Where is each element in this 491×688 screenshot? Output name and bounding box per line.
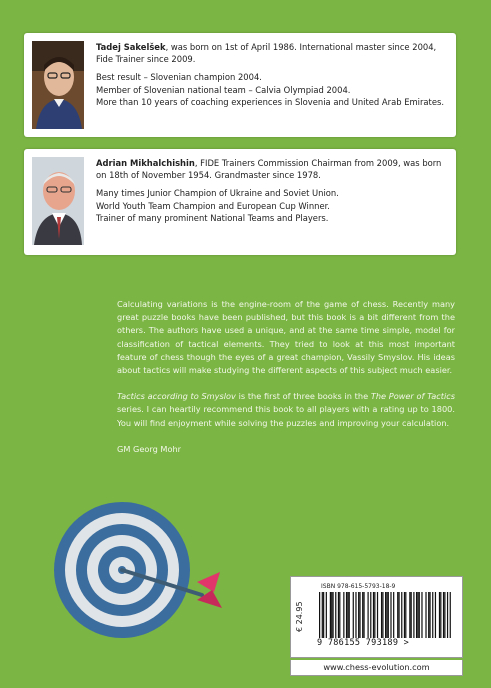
blurb-text: is the first of three books in the — [235, 391, 371, 402]
author-bio-mikhalchishin — [96, 157, 446, 247]
author-intro — [96, 157, 446, 181]
author-details — [96, 187, 446, 224]
blurb-paragraph-2 — [117, 390, 455, 430]
author-card-sakelsek — [24, 33, 456, 137]
author-name: Adrian Mikhalchishin — [96, 158, 195, 168]
author-name: Tadej Sakelšek — [96, 42, 166, 52]
blurb-text: series. I can heartily recommend this book to all players with a rating up to 1800. You will find enjoyment while solving the puzzles and improving your calculation. — [117, 404, 455, 428]
author-photo-sakelsek — [32, 41, 84, 129]
author-detail-line: Many times Junior Champion of Ukraine and Soviet Union. — [96, 188, 339, 199]
author-detail-line: More than 10 years of coaching experiences in Slovenia and United Arab Emirates. — [96, 96, 445, 107]
series-title: The Power of Tactics — [370, 391, 455, 402]
author-detail-line: Trainer of many prominent National Teams and Players. — [96, 212, 329, 223]
author-bio-sakelsek — [96, 41, 446, 129]
barcode-icon — [319, 592, 451, 638]
isbn-label: ISBN 978-615-5793-18-9 — [321, 583, 396, 590]
back-cover-blurb — [117, 298, 455, 469]
publisher-website: www.chess-evolution.com — [290, 660, 463, 676]
author-intro-text: , was born on 1st of April 1986. International master since 2004, Fide Trainer since 2009. — [96, 42, 437, 65]
price-label: € 24.95 — [295, 601, 304, 633]
author-details — [96, 71, 446, 108]
author-intro-text: , FIDE Trainers Commission Chairman from 2009, was born on 18th of November 1954. Grandmaster since 1978. — [96, 158, 442, 181]
isbn-digits: 9 786155 793189 > — [317, 638, 410, 648]
book-title: Tactics according to Smyslov — [117, 391, 236, 402]
author-card-mikhalchishin — [24, 149, 456, 255]
barcode-box — [290, 576, 463, 658]
blurb-signature: GM Georg Mohr — [117, 443, 182, 454]
blurb-paragraph-1: Calculating variations is the engine-room of the game of chess. Recently many great puzzle books have been published, but this book is a bit different from the others. The authors have used a unique, and at the same time simple, model for classification of tactical elements. They tried to look at this most important feature of chess though the eyes of a great champion, Vassily Smyslov. His ideas about tactics will make studying the different aspects of this subject much easier. — [117, 299, 455, 376]
author-photo-mikhalchishin — [32, 157, 84, 245]
author-detail-line: World Youth Team Champion and European Cup Winner. — [96, 200, 330, 211]
target-dart-icon — [52, 500, 232, 660]
author-intro — [96, 41, 446, 65]
author-detail-line: Best result – Slovenian champion 2004. — [96, 72, 262, 83]
author-detail-line: Member of Slovenian national team – Calvia Olympiad 2004. — [96, 84, 351, 95]
